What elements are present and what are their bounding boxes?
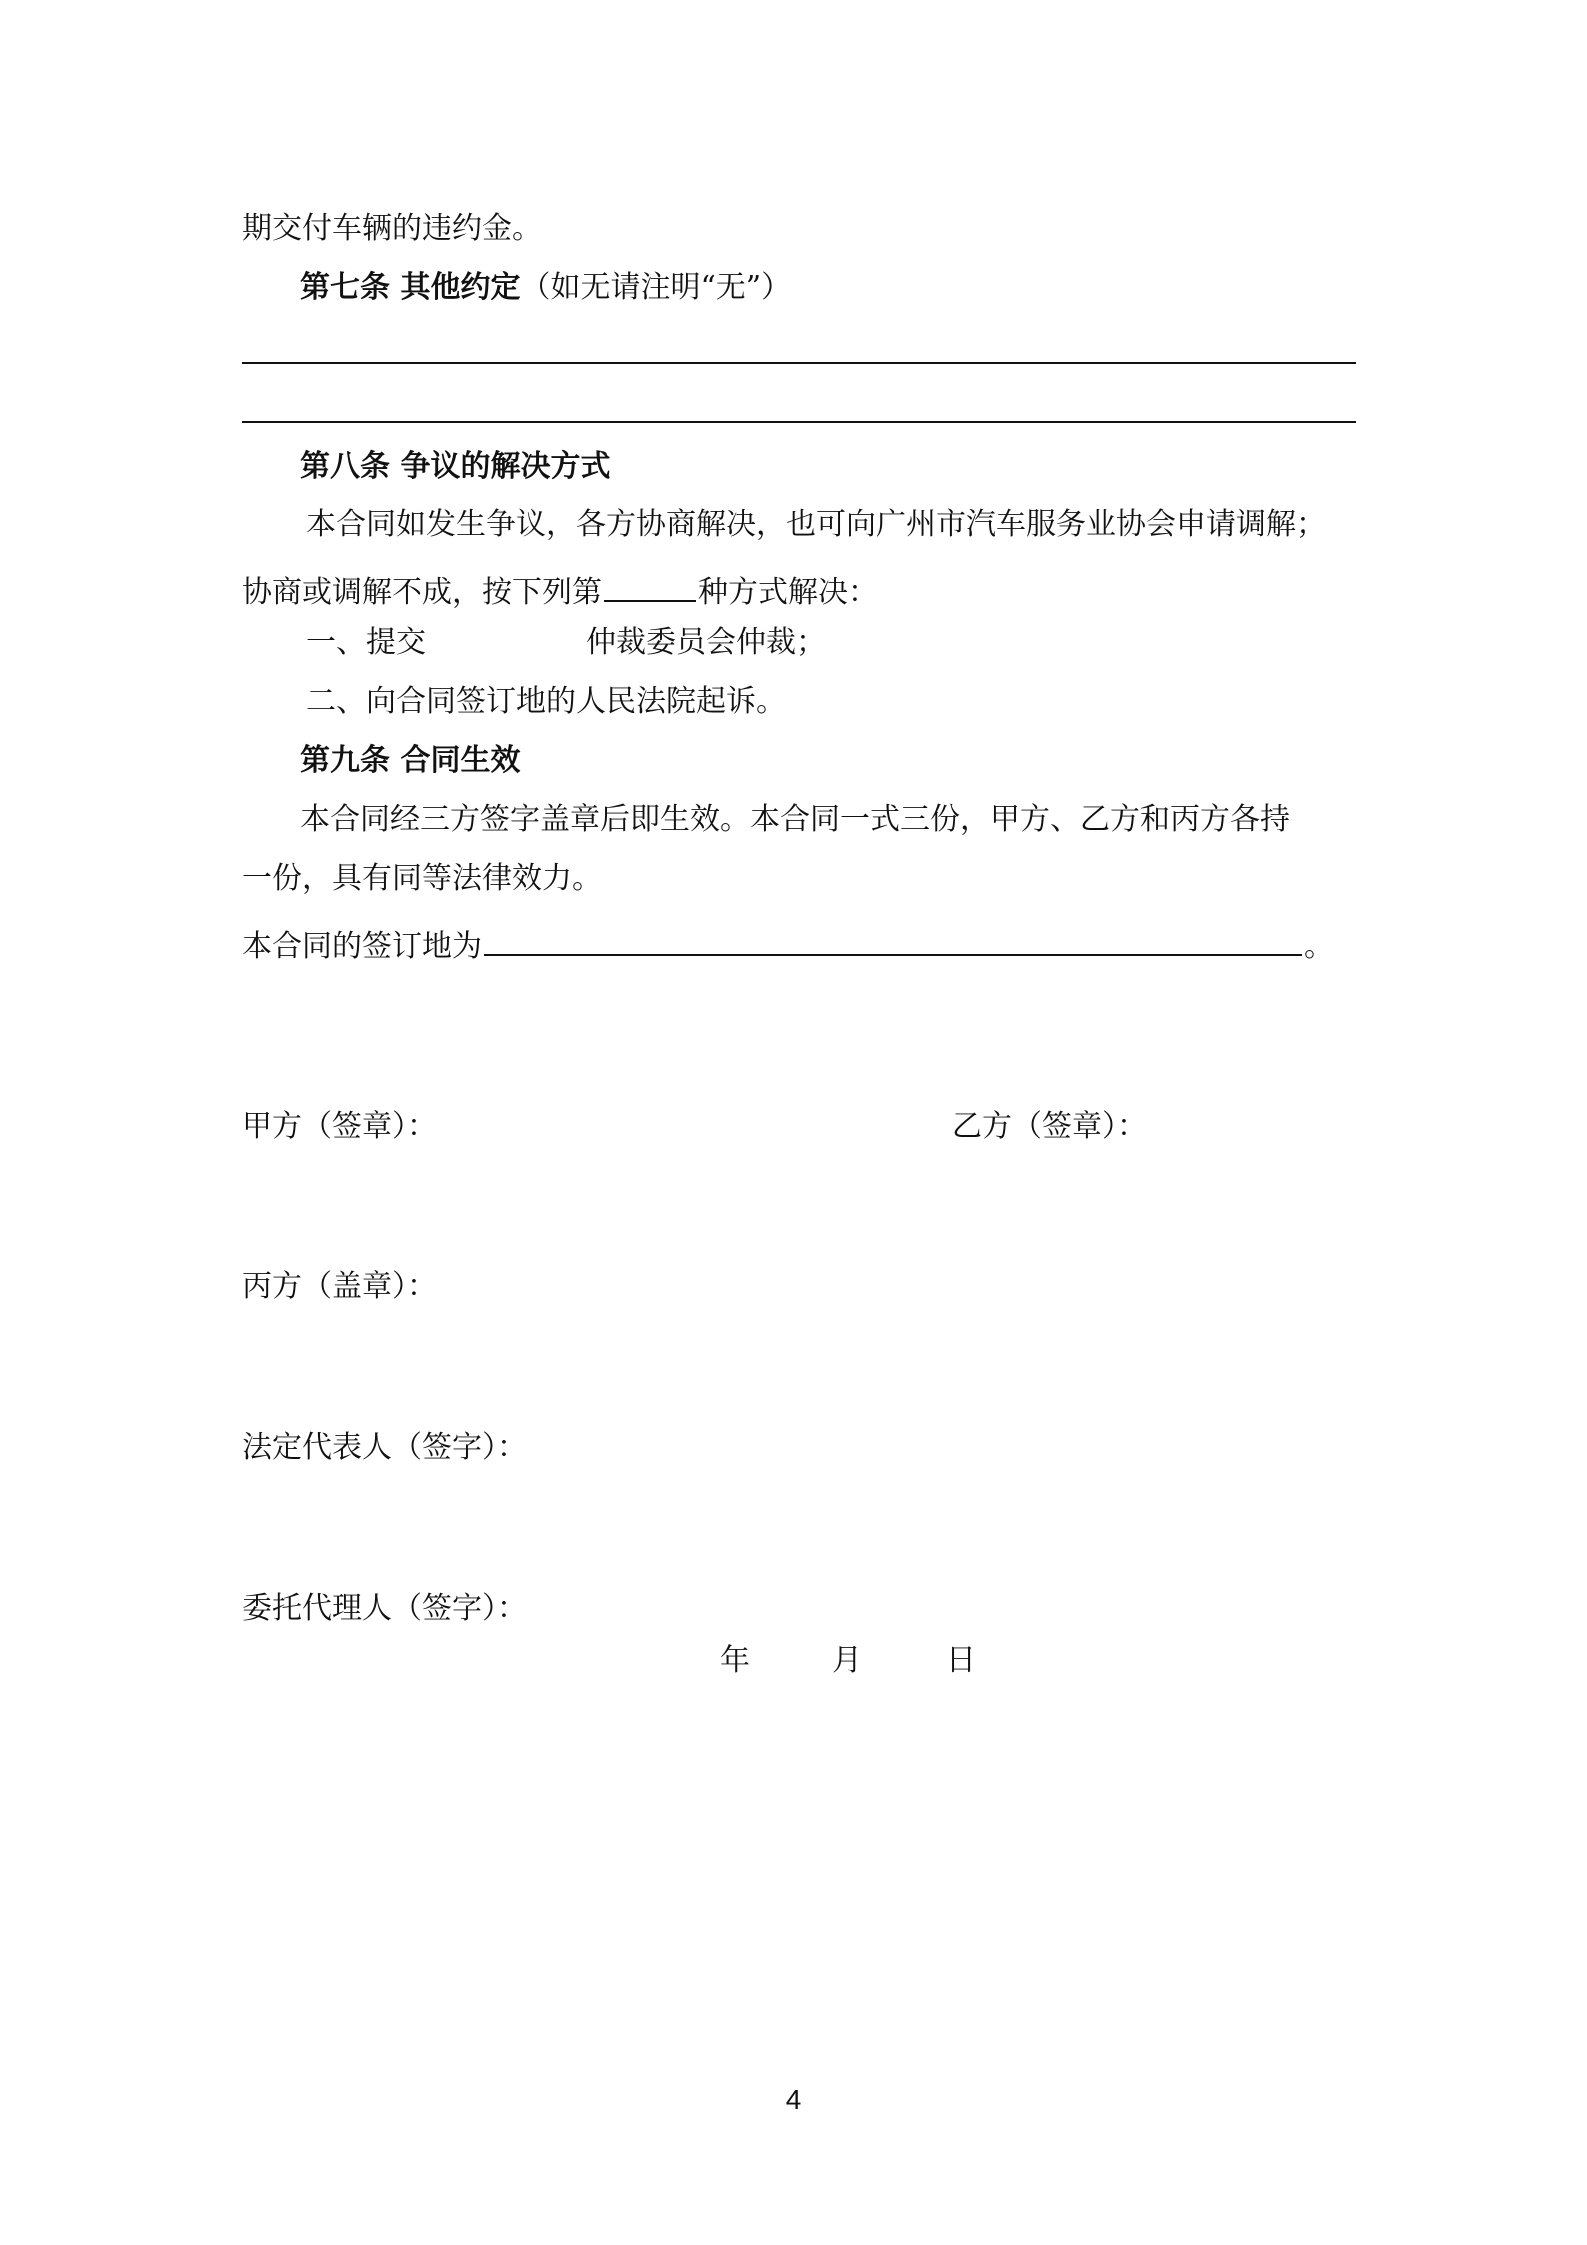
page-number: 4: [785, 2084, 802, 2115]
signing-place-end: 。: [1304, 929, 1334, 964]
continued-text: 期交付车辆的违约金。: [242, 211, 542, 246]
legal-representative-signature: 法定代表人（签字）：: [242, 1430, 527, 1465]
article-7-line: [300, 270, 792, 305]
article-9-paragraph-1: 本合同经三方签字盖章后即生效。本合同一式三份，甲方、乙方和丙方各持: [300, 802, 1290, 837]
fill-in-line-1: [242, 362, 1356, 364]
dispute-option-1: [306, 625, 826, 660]
article-7-note: （如无请注明“无”）: [520, 270, 792, 305]
party-c-signature: 丙方（盖章）：: [242, 1269, 437, 1304]
article-9-paragraph-2: 一份，具有同等法律效力。: [242, 861, 602, 896]
dispute-option-1-start: 一、提交: [306, 625, 426, 660]
date-month: 月: [832, 1643, 862, 1678]
signing-place-blank: [484, 924, 1302, 956]
article-9-heading: 第九条 合同生效: [300, 743, 521, 778]
dispute-option-2: 二、向合同签订地的人民法院起诉。: [306, 684, 786, 719]
method-number-blank: [604, 570, 696, 602]
article-8-para2-before: 协商或调解不成，按下列第: [242, 575, 602, 610]
dispute-option-1-end: 仲裁委员会仲裁；: [586, 625, 826, 660]
article-8-para2-after: 种方式解决：: [698, 575, 878, 610]
article-8-paragraph-2: [242, 570, 878, 608]
article-8-heading: 第八条 争议的解决方式: [300, 449, 611, 484]
authorized-agent-signature: 委托代理人（签字）：: [242, 1591, 527, 1626]
date-day: 日: [946, 1643, 976, 1678]
party-b-signature: 乙方（签章）：: [952, 1109, 1147, 1144]
article-8-paragraph-1: 本合同如发生争议，各方协商解决，也可向广州市汽车服务业协会申请调解；: [306, 507, 1326, 542]
party-a-signature: 甲方（签章）：: [242, 1109, 437, 1144]
date-year: 年: [720, 1643, 750, 1678]
signing-place-label: 本合同的签订地为: [242, 929, 482, 964]
signing-place-line: [242, 924, 1334, 962]
article-7-heading: 第七条 其他约定: [300, 270, 521, 305]
fill-in-line-2: [242, 421, 1356, 423]
